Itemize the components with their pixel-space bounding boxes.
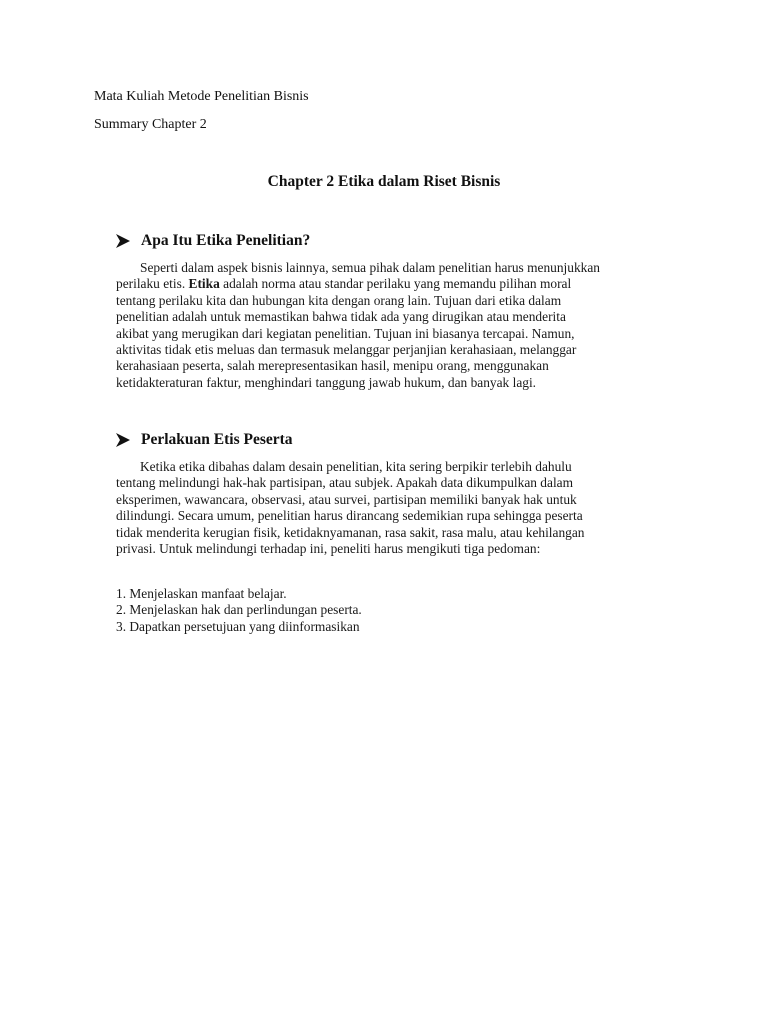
paragraph-line: aktivitas tidak etis meluas dan termasuk melanggar perjanjian kerahasiaan, melanggar [116,342,577,358]
arrow-bullet-icon [115,433,131,447]
paragraph-line: eksperimen, wawancara, observasi, atau survei, partisipan memiliki banyak hak untuk [116,491,577,507]
paragraph-line: tidak menderita kerugian fisik, ketidaknyamanan, rasa sakit, rasa malu, atau kehilangan [116,524,585,540]
section-heading-text: Apa Itu Etika Penelitian? [141,232,311,249]
arrow-bullet-icon [115,234,131,248]
paragraph-apa-itu-etika [116,260,676,391]
paragraph-line: privasi. Untuk melindungi terhadap ini, peneliti harus mengikuti tiga pedoman: [116,541,541,557]
list-item: 2. Menjelaskan hak dan perlindungan peserta. [116,602,362,618]
section-heading-text: Perlakuan Etis Peserta [141,431,293,448]
paragraph-line: kerahasiaan peserta, salah merepresentasikan hasil, menipu orang, menggunakan [116,358,549,374]
paragraph-line: ketidakteraturan faktur, menghindari tanggung jawab hukum, dan banyak lagi. [116,374,537,390]
paragraph-line: Ketika etika dibahas dalam desain penelitian, kita sering berpikir terlebih dahulu [140,459,572,474]
paragraph-line [116,276,676,292]
paragraph-text: adalah norma atau standar perilaku yang memandu pilihan moral [223,276,572,292]
bold-term-etika: Etika [188,276,220,292]
paragraph-line: tentang perilaku kita dan hubungan kita dengan orang lain. Tujuan dari etika dalam [116,292,562,308]
paragraph-line: dilindungi. Secara umum, penelitian harus dirancang sedemikian rupa sehingga peserta [116,508,583,524]
course-name: Mata Kuliah Metode Penelitian Bisnis [94,89,309,104]
paragraph-line: akibat yang merugikan dari kegiatan penelitian. Tujuan ini biasanya tercapai. Namun, [116,325,575,341]
paragraph-line: penelitian adalah untuk memastikan bahwa tidak ada yang dirugikan atau menderita [116,309,566,325]
paragraph-line: tentang melindungi hak-hak partisipan, atau subjek. Apakah data dikumpulkan dalam [116,475,574,491]
summary-label: Summary Chapter 2 [94,117,207,132]
paragraph-text: perilaku etis. [116,276,186,292]
section-heading-perlakuan-etis [115,431,293,449]
page-title: Chapter 2 Etika dalam Riset Bisnis [267,173,501,190]
guideline-list [116,586,362,635]
section-heading-apa-itu-etika [115,232,310,250]
list-item: 1. Menjelaskan manfaat belajar. [116,586,287,601]
paragraph-perlakuan-etis [116,459,676,557]
list-item: 3. Dapatkan persetujuan yang diinformasikan [116,618,360,634]
paragraph-line: Seperti dalam aspek bisnis lainnya, semua pihak dalam penelitian harus menunjukkan [140,260,600,275]
